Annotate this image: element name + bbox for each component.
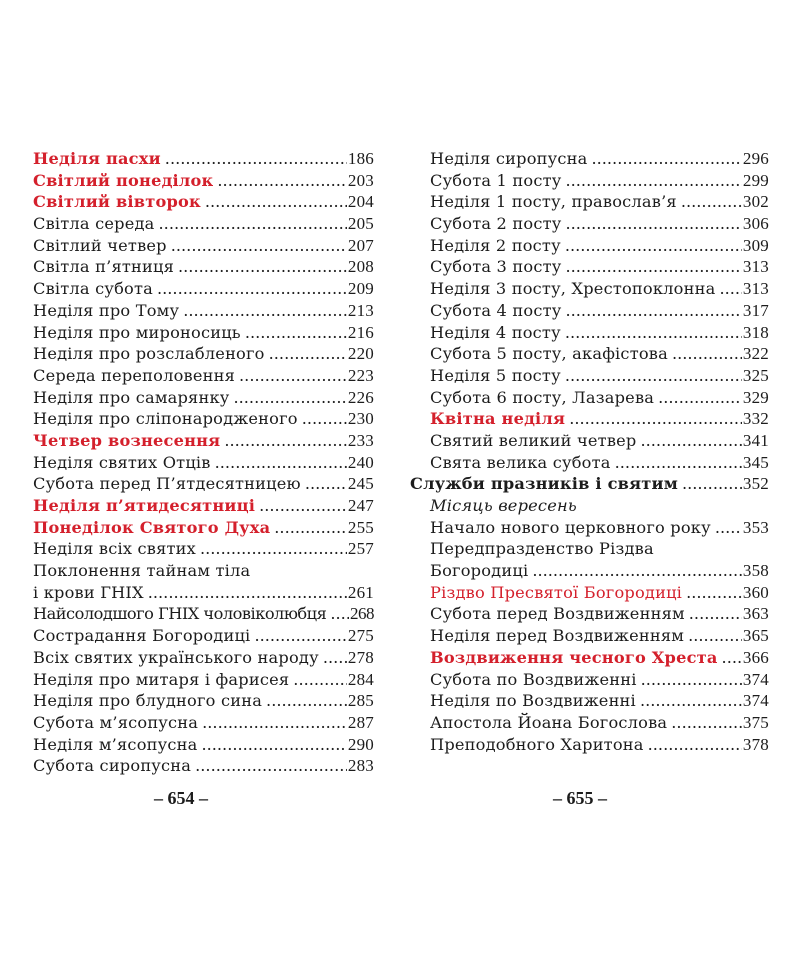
dot-leader — [254, 625, 346, 647]
toc-entry — [410, 170, 769, 192]
dot-leader — [178, 256, 347, 278]
toc-entry-page: 313 — [742, 279, 769, 299]
toc-entry-page: 203 — [347, 170, 374, 190]
toc-entry-page: 309 — [742, 235, 769, 255]
dot-leader — [565, 170, 741, 192]
dot-leader — [565, 213, 741, 235]
toc-entry — [33, 755, 374, 777]
toc-entry-page: 374 — [742, 669, 769, 689]
toc-entry-page: 302 — [742, 192, 769, 212]
toc-entry — [33, 669, 374, 691]
toc-entry — [33, 300, 374, 322]
toc-entry — [410, 235, 769, 257]
dot-leader — [293, 669, 347, 691]
dot-leader — [715, 517, 742, 539]
toc-entry — [410, 734, 769, 756]
toc-entry — [410, 322, 769, 344]
dot-leader — [686, 582, 742, 604]
toc-entry — [410, 256, 769, 278]
dot-leader — [201, 734, 346, 756]
dot-leader — [330, 603, 349, 625]
toc-entry-page: 329 — [742, 387, 769, 407]
toc-entry-title: Преподобного Харитона — [430, 734, 644, 754]
toc-entry-page: 325 — [742, 365, 769, 385]
dot-leader — [266, 690, 347, 712]
toc-entry-page: 345 — [742, 452, 769, 472]
toc-entry-title: Служби празників і святим — [410, 474, 678, 494]
toc-entry-page: 275 — [347, 626, 374, 646]
toc-entry-page: 322 — [742, 344, 769, 364]
toc-entry — [410, 343, 769, 365]
toc-entry — [33, 690, 374, 712]
toc-entry-page: 255 — [347, 517, 374, 537]
dot-leader — [200, 538, 347, 560]
toc-entry — [33, 256, 374, 278]
toc-entry — [410, 365, 769, 387]
dot-leader — [689, 603, 742, 625]
toc-entry — [410, 560, 769, 582]
toc-entry-page: 226 — [347, 387, 374, 407]
toc-entry — [410, 495, 769, 517]
toc-entry-title: Світлий понеділок — [33, 170, 214, 190]
toc-entry-page: 366 — [742, 647, 769, 667]
dot-leader — [159, 213, 347, 235]
dot-leader — [215, 452, 347, 474]
toc-entry — [33, 278, 374, 300]
toc-entry — [33, 495, 374, 517]
dot-leader — [217, 170, 346, 192]
dot-leader — [234, 387, 347, 409]
toc-entry-page: 283 — [347, 756, 374, 776]
toc-entry-title: Світла середа — [33, 214, 155, 234]
dot-leader — [269, 343, 347, 365]
toc-entry — [33, 235, 374, 257]
toc-entry — [410, 148, 769, 170]
toc-entry-page: 290 — [347, 734, 374, 754]
toc-entry — [410, 582, 769, 604]
toc-entry-page: 287 — [347, 712, 374, 732]
toc-entry-title: Неділя по Воздвиженні — [430, 691, 636, 711]
toc-entry-title: Неділя 5 посту — [430, 365, 561, 385]
dot-leader — [148, 582, 347, 604]
dot-leader — [688, 625, 742, 647]
toc-entry-page: 378 — [742, 734, 769, 754]
toc-entry-title: Неділя 3 посту, Хрестопоклонна — [430, 279, 716, 299]
toc-entry — [410, 603, 769, 625]
toc-entry — [410, 300, 769, 322]
dot-leader — [157, 278, 347, 300]
dot-leader — [722, 647, 742, 669]
toc-entry-page: 375 — [742, 712, 769, 732]
toc-entry-title: Різдво Пресвятої Богородиці — [430, 582, 683, 602]
toc-entry-page: 374 — [742, 691, 769, 711]
left-page-toc — [33, 148, 374, 777]
toc-entry — [33, 213, 374, 235]
toc-entry-page: 285 — [347, 691, 374, 711]
toc-entry-page: 245 — [347, 474, 374, 494]
toc-entry-title: Світлий вівторок — [33, 192, 201, 212]
dot-leader — [671, 712, 742, 734]
dot-leader — [171, 235, 347, 257]
toc-entry-page: 230 — [347, 409, 374, 429]
toc-entry — [33, 408, 374, 430]
toc-entry-title: Субота 6 посту, Лазарева — [430, 387, 655, 407]
dot-leader — [648, 734, 742, 756]
toc-entry-title: Поклонення тайнам тіла — [33, 561, 251, 581]
dot-leader — [165, 148, 347, 170]
toc-entry — [33, 170, 374, 192]
dot-leader — [239, 365, 347, 387]
toc-entry — [33, 365, 374, 387]
toc-entry-title: Найсолодшого ГНІХ чоловіколюбця — [33, 604, 327, 624]
toc-entry-title: Квітна неділя — [430, 409, 566, 429]
dot-leader — [640, 690, 742, 712]
toc-entry-page: 365 — [742, 626, 769, 646]
toc-entry — [33, 538, 374, 560]
toc-entry-title: Апостола Йоана Богослова — [430, 712, 668, 732]
toc-entry-page: 363 — [742, 604, 769, 624]
toc-entry — [410, 669, 769, 691]
dot-leader — [682, 473, 742, 495]
toc-entry-page: 213 — [347, 300, 374, 320]
toc-entry-title: Неділя п’ятидесятниці — [33, 496, 256, 515]
toc-entry-page: 284 — [347, 669, 374, 689]
toc-entry-title: Свята велика субота — [430, 452, 611, 472]
dot-leader — [641, 669, 742, 691]
toc-entry — [410, 517, 769, 539]
toc-entry-title: Неділя про митаря і фарисея — [33, 669, 290, 689]
toc-entry-page: 220 — [347, 344, 374, 364]
toc-entry-title: Неділя 2 посту — [430, 235, 561, 255]
toc-entry-page: 207 — [347, 235, 374, 255]
toc-entry — [410, 538, 769, 560]
toc-entry-title: Субота перед П’ятдесятницею — [33, 474, 301, 494]
toc-entry — [33, 322, 374, 344]
toc-entry-page: 353 — [742, 517, 769, 537]
toc-entry-page: 240 — [347, 452, 374, 472]
toc-entry-title: Святий великий четвер — [430, 430, 637, 450]
toc-entry-title: Неділя пасхи — [33, 149, 161, 168]
toc-entry-page: 223 — [347, 365, 374, 385]
toc-entry-page: 268 — [350, 604, 374, 624]
toc-entry — [33, 191, 374, 213]
dot-leader — [202, 712, 347, 734]
toc-entry-title: Світлий четвер — [33, 235, 167, 255]
right-page-number: – 655 – — [553, 788, 607, 808]
toc-entry — [410, 473, 769, 495]
toc-entry-title: Субота 1 посту — [430, 170, 562, 190]
toc-entry-title: Неділя перед Воздвиженням — [430, 626, 685, 646]
toc-entry — [410, 430, 769, 452]
toc-entry-page: 233 — [347, 430, 374, 450]
toc-entry — [410, 213, 769, 235]
toc-entry — [33, 148, 374, 170]
toc-entry-title: і крови ГНІХ — [33, 582, 144, 602]
toc-entry-title: Світла субота — [33, 279, 153, 299]
toc-entry-page: 296 — [742, 149, 769, 168]
toc-entry — [410, 408, 769, 430]
toc-entry — [410, 278, 769, 300]
toc-entry-title: Передпразденство Різдва — [430, 539, 654, 559]
dot-leader — [681, 191, 742, 213]
toc-entry-title: Субота 2 посту — [430, 214, 562, 234]
toc-entry-page: 216 — [347, 322, 374, 342]
toc-entry — [33, 603, 374, 625]
toc-entry-title: Неділя 1 посту, православ’я — [430, 192, 677, 212]
dot-leader — [658, 387, 742, 409]
toc-entry — [410, 452, 769, 474]
toc-entry-title: Субота 5 посту, акафістова — [430, 344, 668, 364]
toc-entry-page: 257 — [347, 539, 374, 559]
dot-leader — [259, 495, 347, 517]
dot-leader — [323, 647, 347, 669]
dot-leader — [641, 430, 742, 452]
toc-entry — [33, 517, 374, 539]
dot-leader — [224, 430, 347, 452]
toc-entry — [33, 734, 374, 756]
dot-leader — [305, 473, 347, 495]
toc-entry — [410, 191, 769, 213]
toc-entry-page: 317 — [742, 300, 769, 320]
toc-entry-title: Неділя про розслабленого — [33, 344, 265, 364]
toc-entry-title: Всіх святих українського народу — [33, 647, 319, 667]
toc-entry — [33, 712, 374, 734]
dot-leader — [672, 343, 742, 365]
dot-leader — [302, 408, 347, 430]
toc-entry — [410, 712, 769, 734]
toc-entry — [33, 560, 374, 582]
toc-entry-title: Неділя сиропусна — [430, 149, 588, 168]
toc-entry-title: Субота 4 посту — [430, 300, 562, 320]
toc-entry-page: 313 — [742, 257, 769, 277]
toc-entry-title: Субота сиропусна — [33, 756, 192, 776]
toc-entry-page: 360 — [742, 582, 769, 602]
toc-entry — [33, 387, 374, 409]
toc-entry — [33, 452, 374, 474]
dot-leader — [569, 408, 742, 430]
toc-entry-title: Неділя всіх святих — [33, 539, 196, 559]
toc-entry-title: Неділя 4 посту — [430, 322, 561, 342]
toc-entry-page: 278 — [347, 647, 374, 667]
toc-entry-title: Неділя святих Отців — [33, 452, 211, 472]
toc-entry-page: 318 — [742, 322, 769, 342]
toc-entry-page: 205 — [347, 214, 374, 234]
toc-entry-page: 341 — [742, 430, 769, 450]
dot-leader — [565, 256, 741, 278]
toc-entry — [33, 430, 374, 452]
toc-entry — [33, 625, 374, 647]
toc-entry-title: Субота 3 посту — [430, 257, 562, 277]
toc-entry-title: Місяць вересень — [430, 496, 577, 515]
dot-leader — [195, 755, 347, 777]
toc-entry — [33, 647, 374, 669]
toc-entry-title: Воздвиження чесного Хреста — [430, 647, 718, 667]
toc-entry-title: Неділя про сліпонародженого — [33, 409, 298, 429]
dot-leader — [183, 300, 347, 322]
toc-entry-title: Неділя про блудного сина — [33, 691, 263, 711]
toc-entry-title: Субота по Воздвиженні — [430, 669, 637, 689]
toc-entry — [410, 387, 769, 409]
dot-leader — [532, 560, 742, 582]
dot-leader — [719, 278, 741, 300]
toc-entry — [33, 473, 374, 495]
dot-leader — [591, 148, 741, 170]
toc-entry-page: 352 — [742, 474, 769, 494]
toc-entry — [33, 582, 374, 604]
toc-entry-title: Субота м’ясопусна — [33, 712, 199, 732]
dot-leader — [245, 322, 347, 344]
toc-entry-page: 261 — [347, 582, 374, 602]
toc-entry-title: Начало нового церковного року — [430, 517, 711, 537]
toc-entry-page: 306 — [742, 214, 769, 234]
toc-entry-title: Богородиці — [430, 561, 529, 581]
toc-entry-page: 332 — [742, 409, 769, 429]
toc-entry-title: Четвер вознесення — [33, 430, 221, 450]
left-page-number: – 654 – — [154, 788, 208, 808]
toc-entry-title: Світла п’ятниця — [33, 257, 175, 277]
toc-entry-title: Сострадання Богородиці — [33, 626, 251, 646]
dot-leader — [565, 322, 742, 344]
toc-entry-title: Неділя м’ясопусна — [33, 734, 198, 754]
toc-entry-page: 186 — [347, 149, 374, 168]
toc-entry-title: Неділя про мироносиць — [33, 322, 241, 342]
toc-entry-page: 208 — [347, 257, 374, 277]
toc-entry-title: Субота перед Воздвиженням — [430, 604, 685, 624]
toc-entry-title: Понеділок Святого Духа — [33, 517, 271, 537]
dot-leader — [615, 452, 742, 474]
toc-entry-title: Неділя про самарянку — [33, 387, 230, 407]
dot-leader — [565, 365, 742, 387]
toc-entry-page: 204 — [347, 192, 374, 212]
toc-entry — [410, 647, 769, 669]
toc-entry-page: 209 — [347, 279, 374, 299]
dot-leader — [565, 235, 742, 257]
dot-leader — [565, 300, 741, 322]
toc-entry-page: 358 — [742, 561, 769, 581]
toc-entry — [410, 690, 769, 712]
dot-leader — [205, 191, 347, 213]
toc-entry-page: 247 — [347, 496, 374, 515]
toc-entry — [33, 343, 374, 365]
dot-leader — [274, 517, 347, 539]
toc-entry — [410, 625, 769, 647]
right-page-toc — [410, 148, 769, 755]
toc-entry-title: Середа переполовення — [33, 365, 236, 385]
toc-entry-title: Неділя про Тому — [33, 300, 180, 320]
toc-entry-page: 299 — [742, 170, 769, 190]
